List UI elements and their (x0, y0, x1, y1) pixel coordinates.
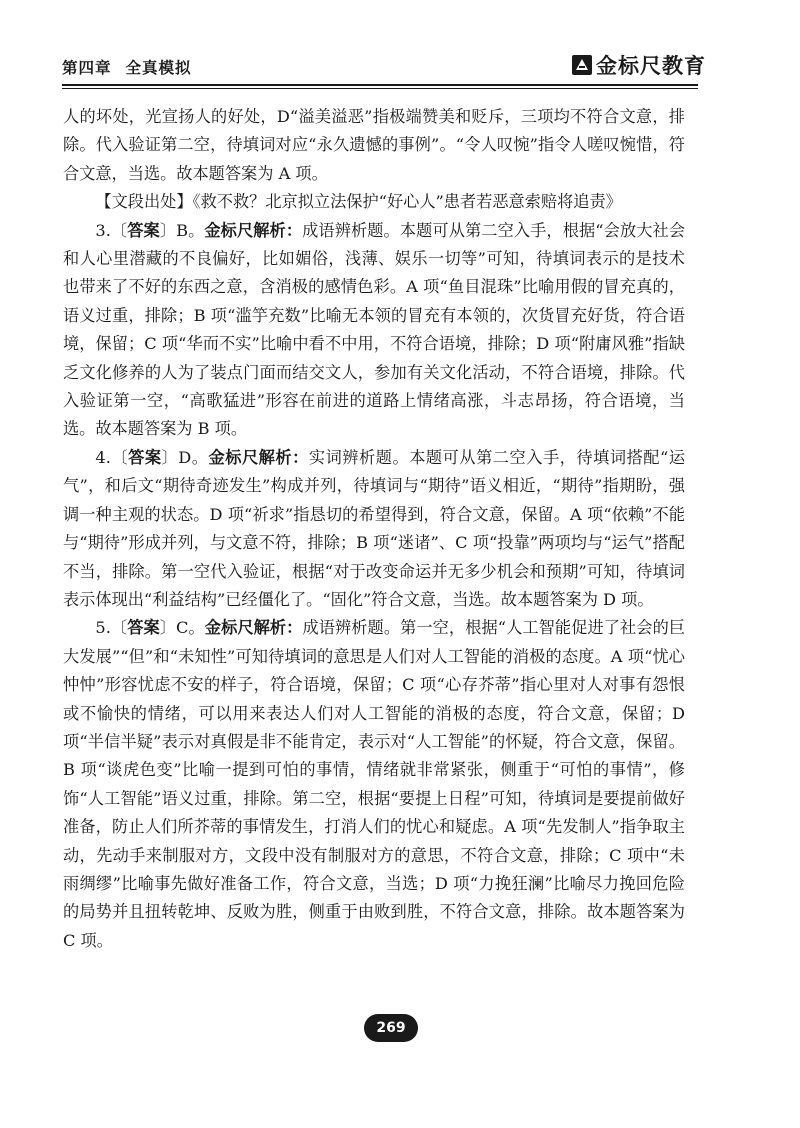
header-rule (62, 84, 698, 86)
answer-label: 答案 (127, 618, 160, 638)
answer-label: 答案 (127, 220, 160, 240)
question-number: 5.〔 (95, 618, 128, 638)
question-number: 4.〔 (95, 447, 129, 467)
analysis-label: 金标尺解析： (204, 220, 303, 240)
question-number: 3.〔 (95, 220, 128, 240)
explanation-text: 实词辨析题。本题可从第二空入手，待填词搭配“运气”，和后文“期待奇迹发生”构成并列，待填词与“期待”语义相近，“期待”指期盼，强调一种主观的状态。D 项“祈求”指恳切的希望得到，符合文意，保留。A 项“依赖”不能与“期待”形成并列，与文意不符，排除；B 项“迷诸”、C 项“投靠”两项均与“运气”搭配不当，排除。第一空代入验证，根据“对于改变命运并无多少机会和预期”可知，待填词表示体现出“利益结构”已经僵化了。“固化”符合文意，当选。故本题答案为 D 项。 (63, 447, 686, 609)
brand-logo (571, 50, 706, 80)
question-5-explanation (63, 614, 685, 955)
answer-choice: 〕B。 (159, 220, 205, 240)
brand-mark-icon (571, 54, 593, 76)
answer-choice: 〕C。 (159, 618, 205, 638)
paragraph-continuation: 人的坏处，光宣扬人的好处，D“溢美溢恶”指极端赞美和贬斥，三项均不符合文意，排除。代入验证第二空，待填词对应“永久遗憾的事例”。“令人叹惋”指令人嗟叹惋惜，符合文意，当选。故本题答案为 A 项。 (63, 107, 685, 183)
header-rule-thin (62, 88, 698, 89)
answer-choice: 〕D。 (161, 447, 209, 467)
question-3-explanation (63, 217, 685, 444)
analysis-label: 金标尺解析： (204, 618, 303, 638)
explanation-text: 成语辨析题。本题可从第二空入手，根据“会放大社会和人心里潜藏的不良偏好，比如媚俗，浅薄、娱乐一切等”可知，待填词表示的是技术也带来了不好的东西之意，含消极的感情色彩。A 项“鱼目混珠”比喻用假的冒充真的，语义过重，排除；B 项“滥竽充数”比喻无本领的冒充有本领的，次货冒充好货，符合语境，保留；C 项“华而不实”比喻中看不中用，不符合语境，排除；D 项“附庸风雅”指缺乏文化修养的人为了装点门面而结交文人，参加有关文化活动，不符合语境，排除。代入验证第一空，“高歌猛进”形容在前进的道路上情绪高涨，斗志昂扬，符合语境，当选。故本题答案为 B 项。 (63, 220, 686, 439)
analysis-label: 金标尺解析： (208, 447, 309, 467)
question-4-explanation (63, 444, 685, 614)
chapter-title: 全真模拟 (125, 59, 192, 77)
answer-label: 答案 (128, 447, 162, 467)
page-number-badge (364, 1014, 418, 1042)
chapter-number: 第四章 (62, 59, 112, 77)
page-number: 269 (376, 1020, 406, 1036)
explanation-text: 成语辨析题。第一空，根据“人工智能促进了社会的巨大发展”“但”和“未知性”可知待填词的意思是人们对人工智能的消极的态度。A 项“忧心忡忡”形容忧虑不安的样子，符合语境，保留；C 项“心存芥蒂”指心里对人对事有怨恨或不愉快的情绪，可以用来表达人们对人工智能的消极的态度，符合文意，保留；D 项“半信半疑”表示对真假是非不能肯定，表示对“人工智能”的怀疑，符合文意，保留。B 项“谈虎色变”比喻一提到可怕的事情，情绪就非常紧张，侧重于“可怕的事情”，修饰“人工智能”语义过重，排除。第二空，根据“要提上日程”可知，待填词是要提前做好准备，防止人们所芥蒂的事情发生，打消人们的忧心和疑虑。A 项“先发制人”指争取主动，先动手来制服对方，文段中没有制服对方的意思，不符合文意，排除；C 项中“未雨绸缪”比喻事先做好准备工作，符合文意，当选；D 项“力挽狂澜”比喻尽力挽回危险的局势并且扭转乾坤、反败为胜，侧重于由败到胜，不符合文意，排除。故本题答案为 C 项。 (63, 618, 686, 950)
source-note: 【文段出处】《救不救？北京拟立法保护“好心人”患者若恶意索赔将追责》 (95, 192, 622, 212)
brand-name: 金标尺教育 (596, 54, 706, 78)
answer-explanations (63, 103, 685, 955)
chapter-heading (62, 56, 192, 78)
